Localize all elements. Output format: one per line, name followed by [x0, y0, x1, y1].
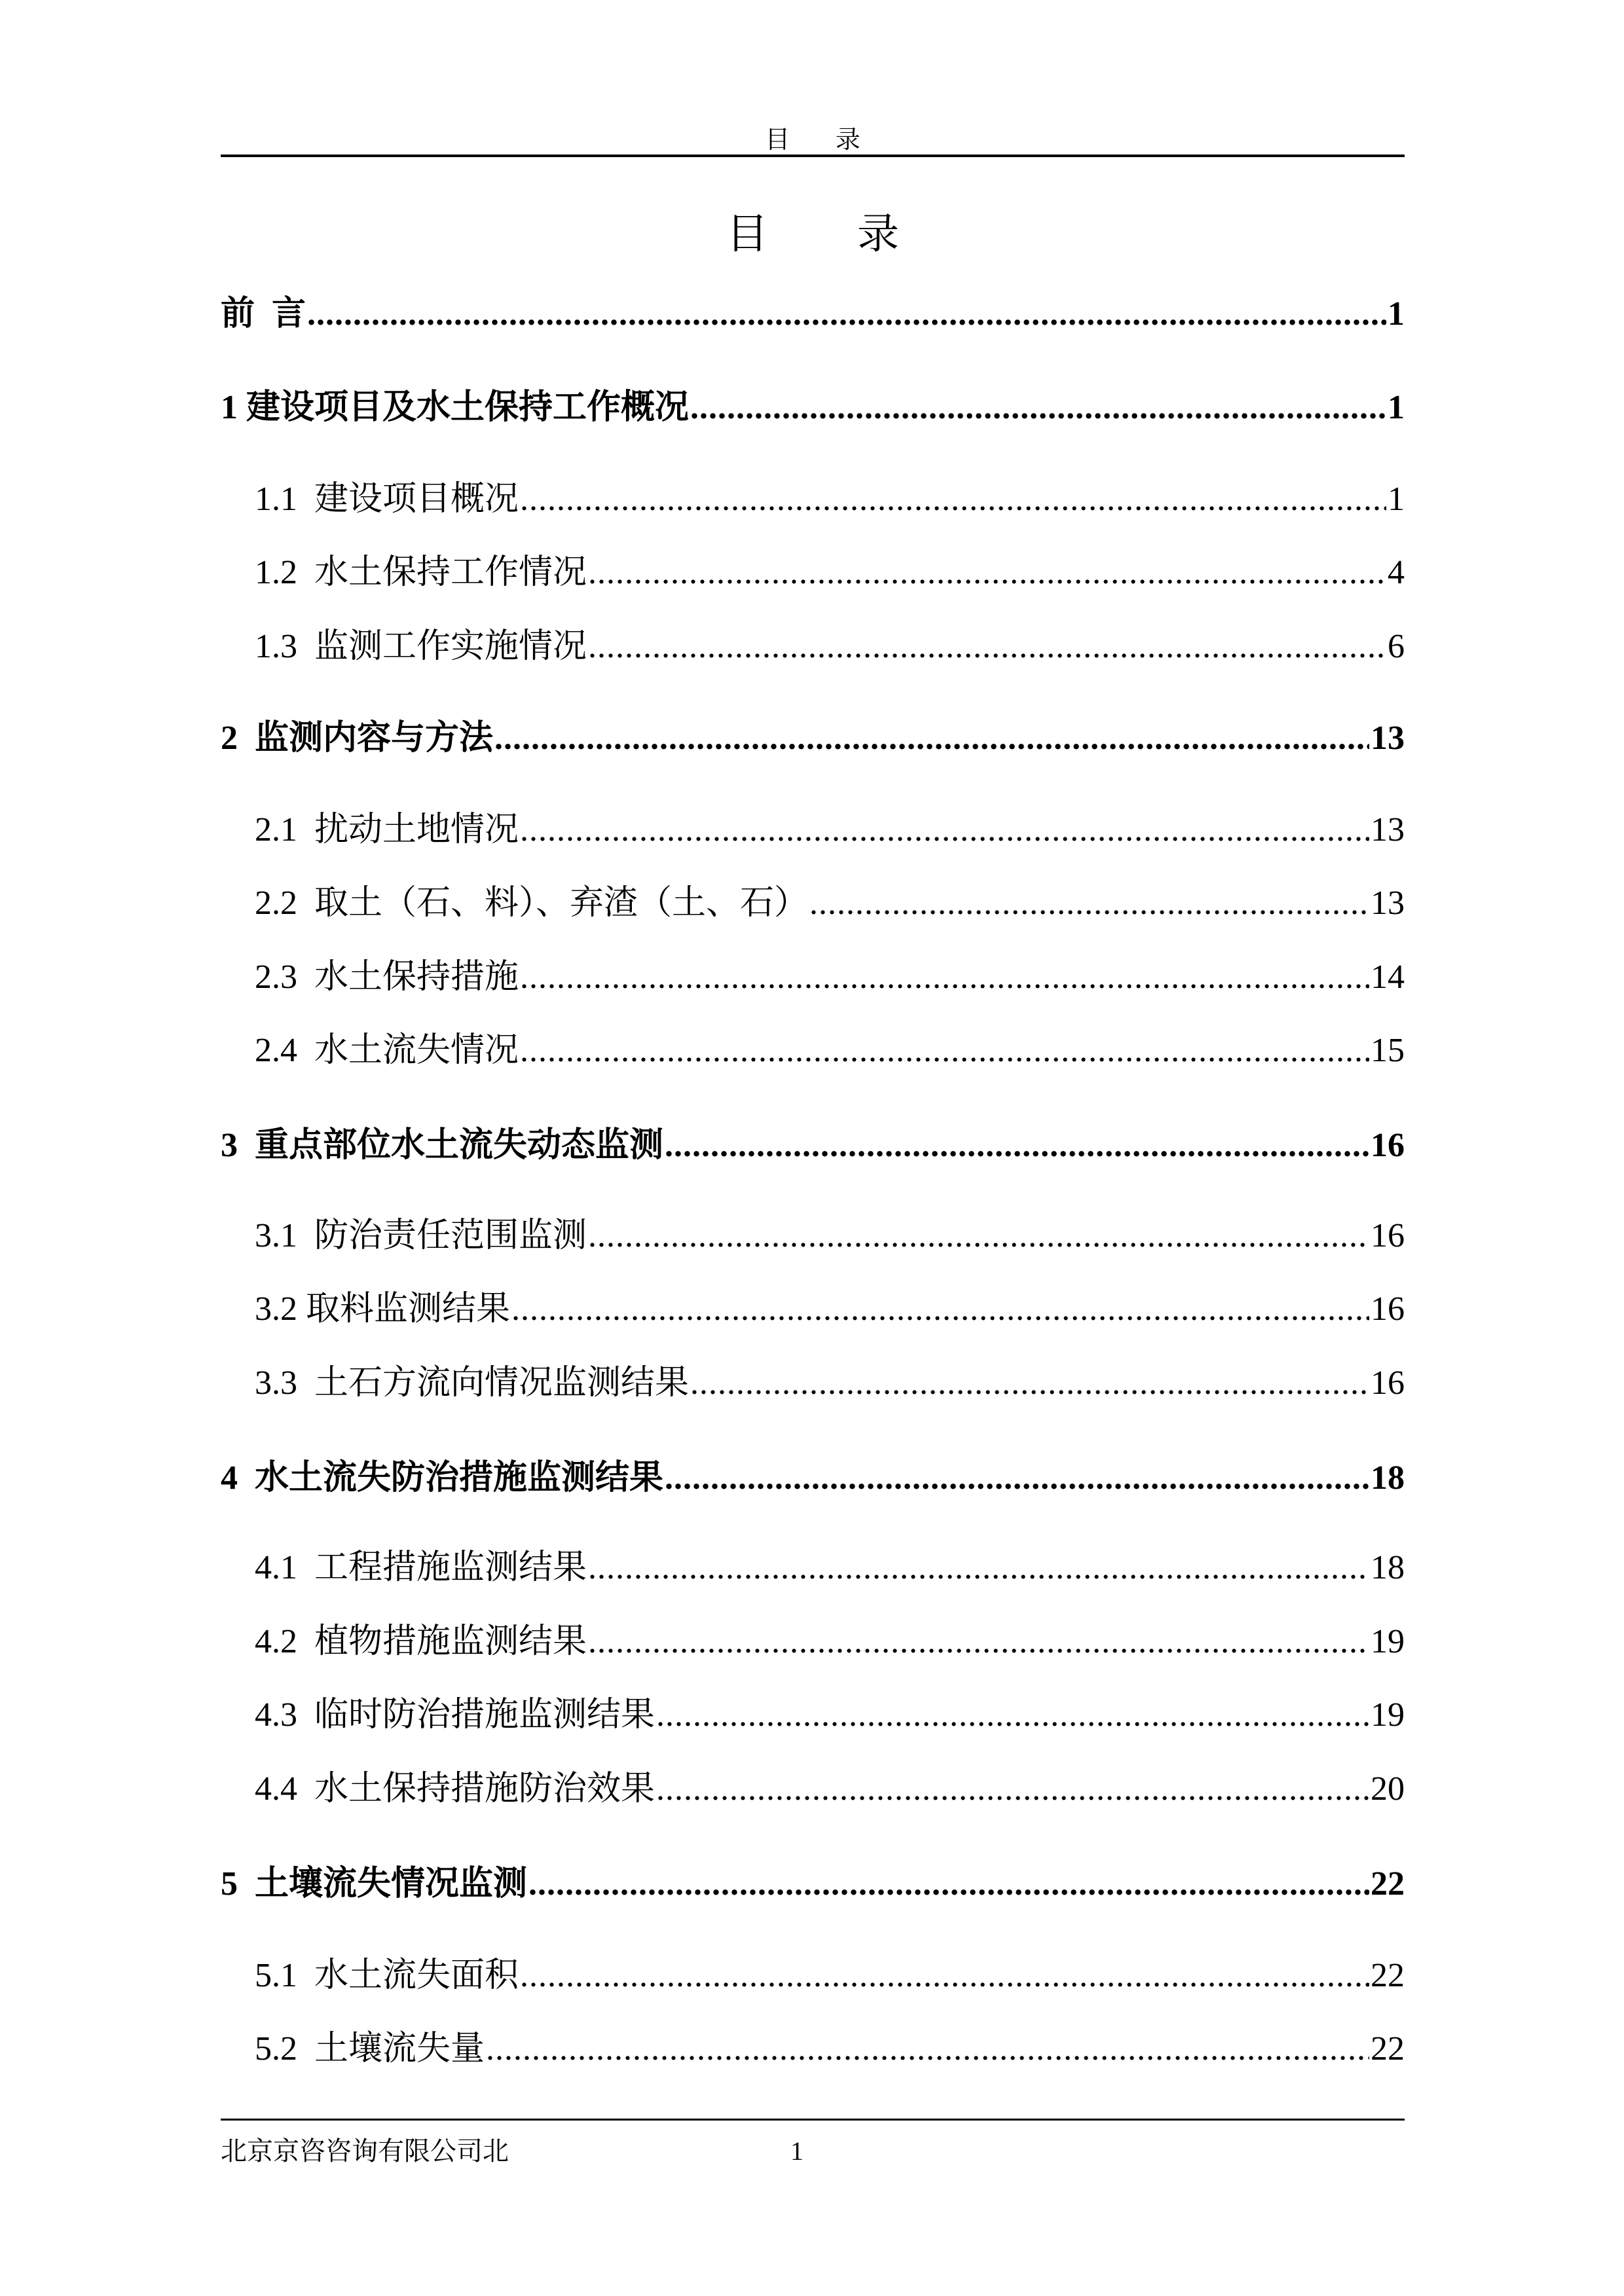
- dot-leader: [588, 1619, 1369, 1665]
- toc-entry-page: 1: [1388, 295, 1405, 333]
- dot-leader: [690, 1360, 1369, 1406]
- dot-leader: [690, 385, 1386, 431]
- dot-leader: [494, 716, 1369, 761]
- header-divider: [221, 155, 1405, 157]
- dot-leader: [588, 1545, 1369, 1591]
- toc-entry-3-3[interactable]: [221, 1360, 1405, 1406]
- dot-leader: [656, 1766, 1369, 1812]
- toc-entry-label: 4.3 临时防治措施监测结果: [255, 1696, 655, 1734]
- dot-leader: [520, 1028, 1369, 1074]
- toc-entry-chapter-5[interactable]: [221, 1861, 1405, 1907]
- toc-entry-label: 3 重点部位水土流失动态监测: [221, 1127, 664, 1164]
- toc-entry-3-1[interactable]: [221, 1213, 1405, 1259]
- toc-entry-4-1[interactable]: [221, 1545, 1405, 1591]
- toc-entry-label: 5 土壤流失情况监测: [221, 1865, 528, 1903]
- toc-entry-2-2[interactable]: [221, 881, 1405, 926]
- toc-entry-page: 1: [1388, 389, 1405, 426]
- toc-entry-page: 4: [1388, 554, 1405, 591]
- toc-entry-label: 3.2 取料监测结果: [255, 1290, 511, 1328]
- toc-entry-page: 15: [1371, 1032, 1405, 1069]
- toc-entry-page: 6: [1388, 628, 1405, 665]
- toc-entry-chapter-2[interactable]: [221, 716, 1405, 761]
- toc-entry-label: 2.1 扰动土地情况: [255, 811, 519, 848]
- toc-entry-label: 前 言: [221, 295, 306, 333]
- toc-entry-page: 16: [1371, 1127, 1405, 1164]
- toc-entry-label: 1.2 水土保持工作情况: [255, 554, 587, 591]
- toc-entry-label: 2.2 取土（石、料）、弃渣（土、石）: [255, 884, 809, 922]
- toc-entry-chapter-4[interactable]: [221, 1455, 1405, 1501]
- toc-entry-2-4[interactable]: [221, 1028, 1405, 1074]
- toc-entry-label: 4 水土流失防治措施监测结果: [221, 1459, 664, 1497]
- toc-entry-page: 22: [1371, 2030, 1405, 2068]
- dot-leader: [665, 1123, 1369, 1169]
- dot-leader: [656, 1692, 1369, 1738]
- dot-leader: [520, 1953, 1369, 1999]
- dot-leader: [520, 477, 1386, 522]
- dot-leader: [588, 550, 1386, 596]
- toc-entry-page: 13: [1371, 720, 1405, 757]
- toc-entry-5-1[interactable]: [221, 1953, 1405, 1999]
- toc-entry-chapter-3[interactable]: [221, 1123, 1405, 1169]
- toc-entry-page: 22: [1371, 1957, 1405, 1994]
- toc-entry-2-3[interactable]: [221, 955, 1405, 1000]
- toc-entry-label: 3.3 土石方流向情况监测结果: [255, 1364, 690, 1402]
- toc-entry-2-1[interactable]: [221, 807, 1405, 853]
- toc-entry-label: 5.1 水土流失面积: [255, 1957, 519, 1994]
- footer-divider: [221, 2119, 1405, 2121]
- toc-entry-page: 18: [1371, 1459, 1405, 1497]
- footer-page-number: 1: [790, 2136, 803, 2166]
- toc-entry-page: 22: [1371, 1865, 1405, 1903]
- dot-leader: [809, 881, 1369, 926]
- toc-entry-page: 13: [1371, 884, 1405, 922]
- toc-entry-label: 5.2 土壤流失量: [255, 2030, 485, 2068]
- toc-entry-1-1[interactable]: [221, 477, 1405, 522]
- dot-leader: [511, 1286, 1369, 1332]
- toc-entry-page: 19: [1371, 1696, 1405, 1734]
- toc-entry-page: 16: [1371, 1217, 1405, 1254]
- running-header-title: 目 录: [765, 126, 880, 154]
- footer-company-name: 北京京咨咨询有限公司北: [221, 2136, 509, 2166]
- toc-entry-label: 3.1 防治责任范围监测: [255, 1217, 587, 1254]
- page-footer: [221, 2119, 1405, 2184]
- dot-leader: [665, 1455, 1369, 1501]
- page-title: 目 录: [726, 211, 938, 257]
- toc-entry-label: 1 建设项目及水土保持工作概况: [221, 389, 690, 426]
- dot-leader: [486, 2026, 1369, 2072]
- toc-entry-label: 4.1 工程措施监测结果: [255, 1549, 587, 1586]
- toc-entry-page: 13: [1371, 811, 1405, 848]
- toc-entry-preface[interactable]: [221, 291, 1405, 337]
- toc-entry-5-2[interactable]: [221, 2026, 1405, 2072]
- dot-leader: [520, 807, 1369, 853]
- toc-entry-page: 1: [1388, 481, 1405, 518]
- dot-leader: [307, 291, 1386, 337]
- toc-entry-1-2[interactable]: [221, 550, 1405, 596]
- toc-entry-4-3[interactable]: [221, 1692, 1405, 1738]
- toc-entry-label: 4.4 水土保持措施防治效果: [255, 1770, 655, 1808]
- toc-entry-1-3[interactable]: [221, 624, 1405, 670]
- toc-entry-4-2[interactable]: [221, 1619, 1405, 1665]
- dot-leader: [528, 1861, 1369, 1907]
- toc-entry-label: 2.4 水土流失情况: [255, 1032, 519, 1069]
- toc-entry-label: 2 监测内容与方法: [221, 720, 494, 757]
- toc-entry-page: 18: [1371, 1549, 1405, 1586]
- toc-entry-chapter-1[interactable]: [221, 385, 1405, 431]
- toc-entry-4-4[interactable]: [221, 1766, 1405, 1812]
- toc-entry-label: 2.3 水土保持措施: [255, 958, 519, 996]
- toc-entry-label: 1.3 监测工作实施情况: [255, 628, 587, 665]
- page-header: [221, 105, 1405, 157]
- toc-entry-label: 4.2 植物措施监测结果: [255, 1623, 587, 1660]
- toc-entry-page: 14: [1371, 958, 1405, 996]
- toc-entry-label: 1.1 建设项目概况: [255, 481, 519, 518]
- dot-leader: [588, 624, 1386, 670]
- toc-entry-3-2[interactable]: [221, 1286, 1405, 1332]
- dot-leader: [520, 955, 1369, 1000]
- toc-entry-page: 20: [1371, 1770, 1405, 1808]
- dot-leader: [588, 1213, 1369, 1259]
- toc-entry-page: 19: [1371, 1623, 1405, 1660]
- toc-entry-page: 16: [1371, 1290, 1405, 1328]
- toc-entry-page: 16: [1371, 1364, 1405, 1402]
